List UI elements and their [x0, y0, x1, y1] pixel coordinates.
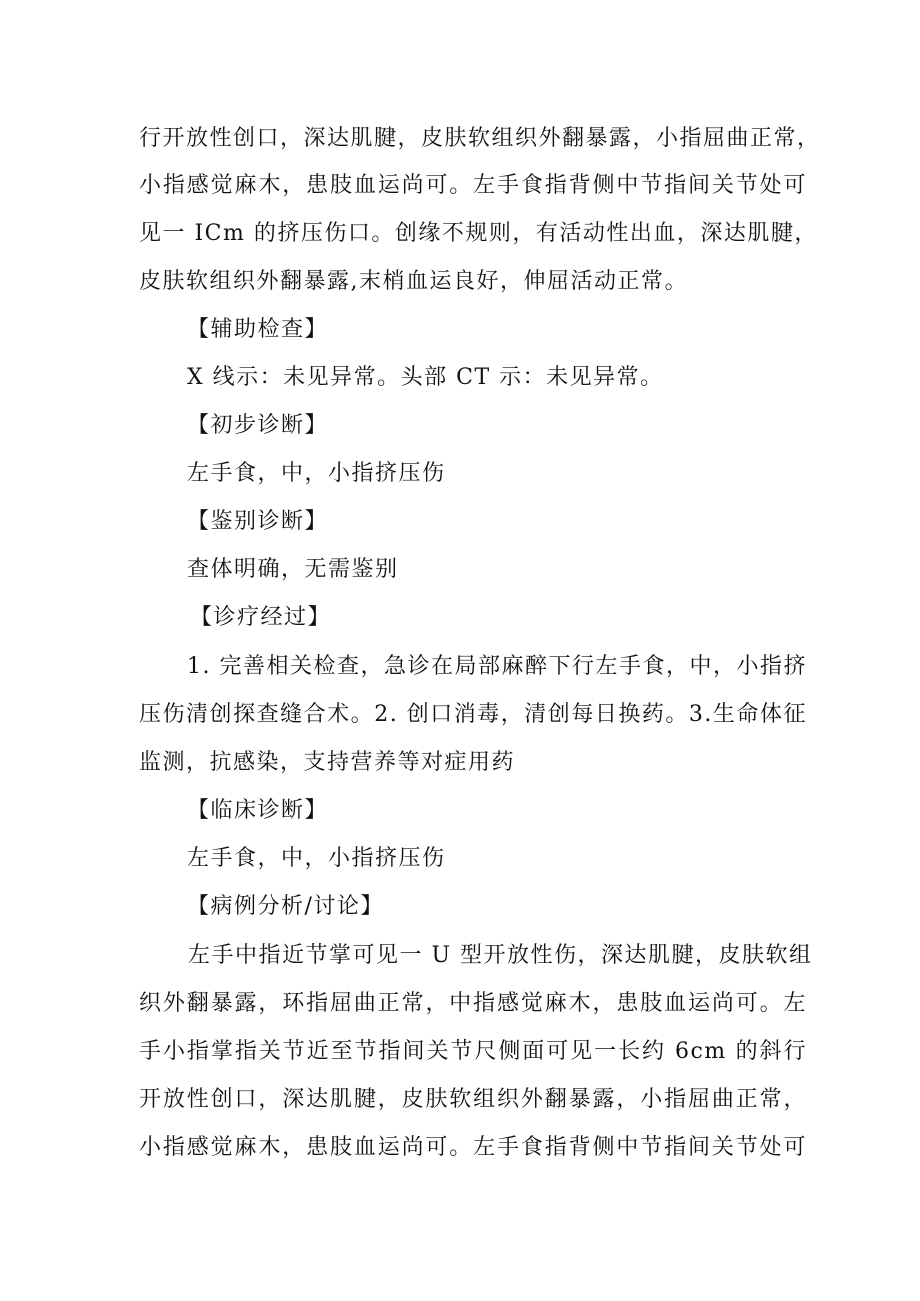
body-line: 左手中指近节掌可见一 U 型开放性伤，深达肌腱，皮肤软组 — [188, 943, 813, 968]
section-heading-auxiliary-exam: 【辅助检查】 — [187, 317, 329, 342]
body-line: X 线示：未见异常。头部 CT 示：未见异常。 — [187, 365, 664, 390]
body-line: 开放性创口，深达肌腱，皮肤软组织外翻暴露，小指屈曲正常， — [139, 1087, 807, 1112]
body-line: 小指感觉麻木，患肢血运尚可。左手食指背侧中节指间关节处可 — [139, 173, 807, 198]
body-line: 手小指掌指关节近至节指间关节尺侧面可见一长约 6cm 的斜行 — [139, 1039, 807, 1064]
body-line: 织外翻暴露，环指屈曲正常，中指感觉麻木，患肢血运尚可。左 — [139, 991, 807, 1016]
body-line: 左手食，中，小指挤压伤 — [187, 461, 446, 486]
body-line: 左手食，中，小指挤压伤 — [187, 846, 446, 871]
body-line: 行开放性创口，深达肌腱，皮肤软组织外翻暴露，小指屈曲正常， — [139, 126, 821, 151]
body-line: 查体明确，无需鉴别 — [187, 557, 399, 582]
body-line: 1. 完善相关检查，急诊在局部麻醉下行左手食，中，小指挤 — [187, 654, 807, 679]
body-line: 监测，抗感染，支持营养等对症用药 — [139, 750, 516, 775]
section-heading-clinical-diagnosis: 【临床诊断】 — [187, 798, 329, 823]
section-heading-treatment-process: 【诊疗经过】 — [190, 605, 332, 630]
body-line: 小指感觉麻木，患肢血运尚可。左手食指背侧中节指间关节处可 — [139, 1135, 807, 1160]
section-heading-differential-diagnosis: 【鉴别诊断】 — [187, 509, 329, 534]
section-heading-preliminary-diagnosis: 【初步诊断】 — [187, 413, 329, 438]
body-line: 见一 ICm 的挤压伤口。创缘不规则，有活动性出血，深达肌腱， — [139, 221, 818, 246]
body-line: 压伤清创探查缝合术。2. 创口消毒，清创每日换药。3.生命体征 — [139, 702, 807, 727]
body-line: 皮肤软组织外翻暴露,末梢血运良好，伸屈活动正常。 — [139, 269, 688, 294]
section-heading-case-analysis: 【病例分析/讨论】 — [187, 894, 384, 919]
